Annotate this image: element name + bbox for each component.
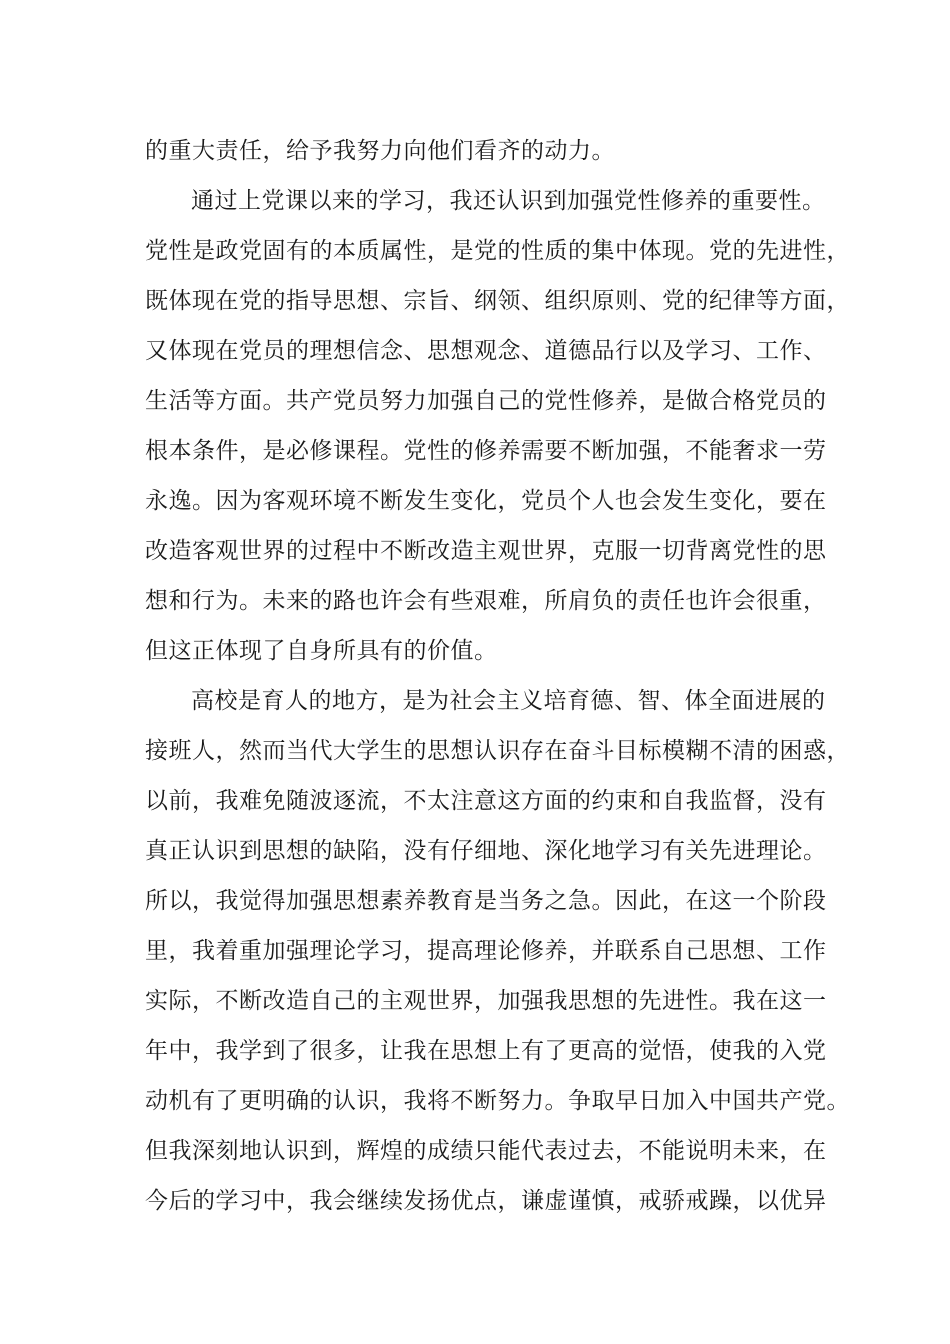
text-line: 永逸。因为客观环境不断发生变化，党员个人也会发生变化，要在 [145, 488, 827, 514]
text-line: 但我深刻地认识到，辉煌的成绩只能代表过去，不能说明未来，在 [145, 1138, 827, 1164]
text-line: 今后的学习中，我会继续发扬优点，谦虚谨慎，戒骄戒躁，以优异 [145, 1188, 827, 1214]
text-line: 动机有了更明确的认识，我将不断努力。争取早日加入中国共产党。 [145, 1088, 850, 1114]
text-line: 的重大责任，给予我努力向他们看齐的动力。 [145, 138, 615, 164]
text-line: 但这正体现了自身所具有的价值。 [145, 638, 498, 664]
body-text [145, 126, 850, 1226]
paragraph-start-line: 通过上党课以来的学习，我还认识到加强党性修养的重要性。 [191, 188, 826, 214]
text-line: 生活等方面。共产党员努力加强自己的党性修养，是做合格党员的 [145, 388, 827, 414]
text-line: 党性是政党固有的本质属性，是党的性质的集中体现。党的先进性， [145, 238, 850, 264]
text-line: 以前，我难免随波逐流，不太注意这方面的约束和自我监督，没有 [145, 788, 827, 814]
text-line: 改造客观世界的过程中不断改造主观世界，克服一切背离党性的思 [145, 538, 827, 564]
text-line: 又体现在党员的理想信念、思想观念、道德品行以及学习、工作、 [145, 338, 827, 364]
text-line: 根本条件，是必修课程。党性的修养需要不断加强，不能奢求一劳 [145, 438, 827, 464]
text-line: 里，我着重加强理论学习，提高理论修养，并联系自己思想、工作 [145, 938, 827, 964]
text-line: 所以，我觉得加强思想素养教育是当务之急。因此，在这一个阶段 [145, 888, 827, 914]
text-line: 年中，我学到了很多，让我在思想上有了更高的觉悟，使我的入党 [145, 1038, 827, 1064]
paragraph-start-line: 高校是育人的地方，是为社会主义培育德、智、体全面进展的 [191, 688, 826, 714]
text-line: 想和行为。未来的路也许会有些艰难，所肩负的责任也许会很重， [145, 588, 827, 614]
text-line: 实际，不断改造自己的主观世界，加强我思想的先进性。我在这一 [145, 988, 827, 1014]
text-line: 接班人，然而当代大学生的思想认识存在奋斗目标模糊不清的困惑， [145, 738, 850, 764]
text-line: 既体现在党的指导思想、宗旨、纲领、组织原则、党的纪律等方面， [145, 288, 850, 314]
text-line: 真正认识到思想的缺陷，没有仔细地、深化地学习有关先进理论。 [145, 838, 827, 864]
